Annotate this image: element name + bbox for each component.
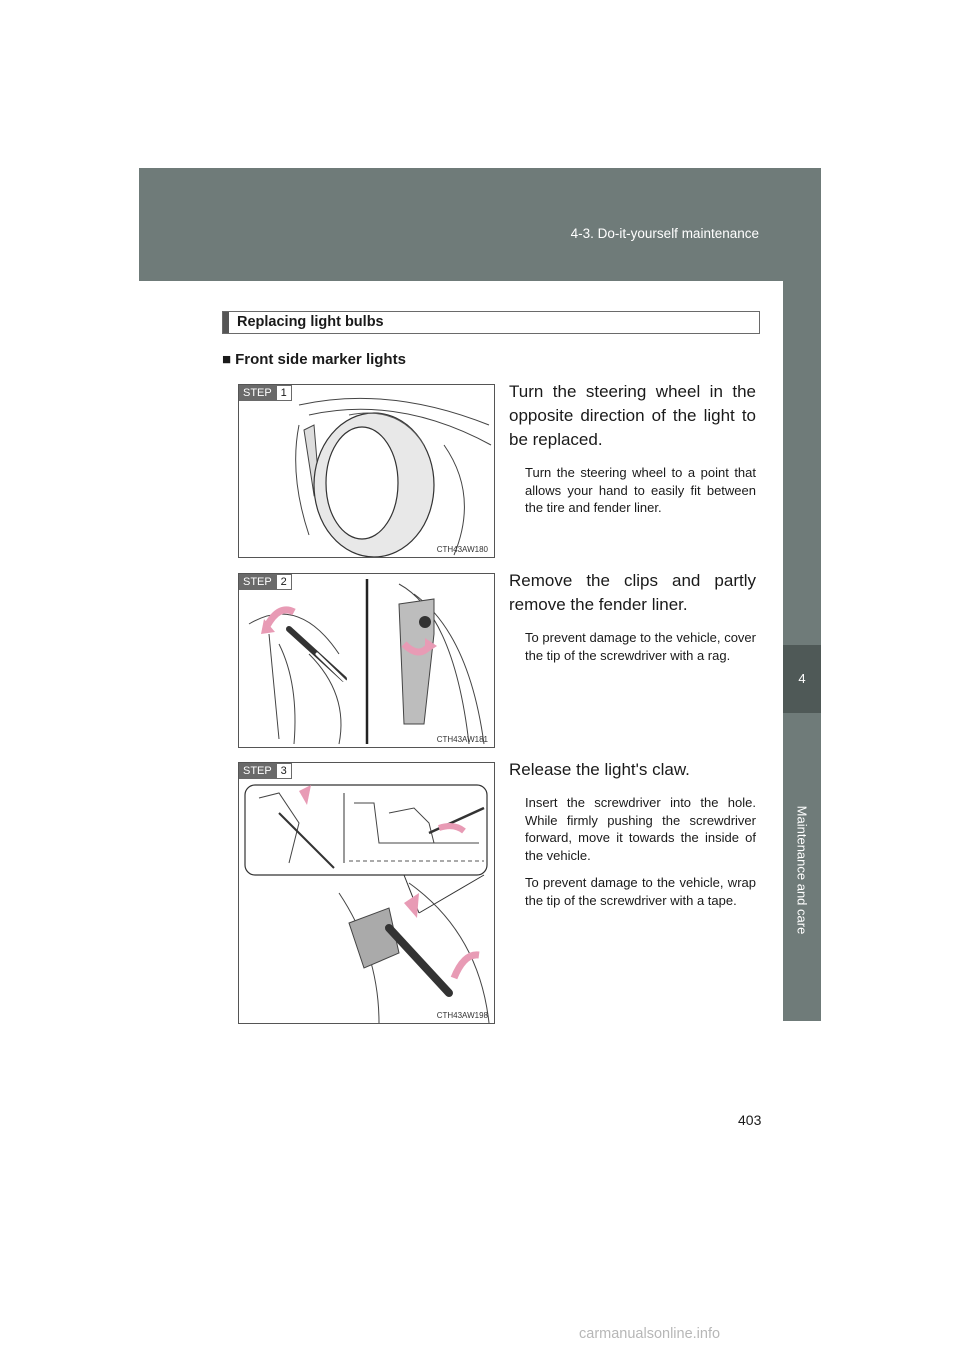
- step-3-figure: [238, 762, 495, 1024]
- step-number: 3: [276, 763, 292, 779]
- step-label: STEP: [239, 385, 276, 401]
- fender-liner-removal-illustration: [239, 574, 495, 748]
- step-note: Insert the screwdriver into the hole. While firmly pushing the screwdriver forward, move it towards the inside of the vehicle.: [525, 795, 756, 863]
- section-title: Replacing light bulbs: [237, 314, 384, 330]
- chapter-number-tab: 4: [783, 645, 821, 713]
- figure-code: CTH43AW181: [436, 735, 488, 744]
- step-3-text: [509, 758, 756, 909]
- step-note: To prevent damage to the vehicle, cover the tip of the screwdriver with a rag.: [525, 630, 756, 663]
- step-tag: [239, 574, 292, 590]
- step-1-text: [509, 380, 756, 517]
- subheading-text: Front side marker lights: [235, 351, 406, 368]
- step-tag: [239, 763, 292, 779]
- step-number: 2: [276, 574, 292, 590]
- light-claw-release-illustration: [239, 763, 495, 1024]
- step-number: 1: [276, 385, 292, 401]
- subheading: [222, 351, 406, 368]
- step-tag: [239, 385, 292, 401]
- header-section-title: 4-3. Do-it-yourself maintenance: [570, 226, 759, 241]
- section-title-bar: [222, 311, 760, 334]
- figure-code: CTH43AW180: [436, 545, 488, 554]
- step-1-figure: [238, 384, 495, 558]
- figure-code: CTH43AW198: [436, 1011, 488, 1020]
- step-label: STEP: [239, 763, 276, 779]
- watermark: carmanualsonline.info: [579, 1326, 721, 1342]
- step-note: Turn the steering wheel to a point that allows your hand to easily fit between the tire and fender liner.: [525, 465, 756, 515]
- step-main-instruction: Turn the steering wheel in the opposite direction of the light to be replaced.: [509, 382, 756, 449]
- step-label: STEP: [239, 574, 276, 590]
- step-2-figure: [238, 573, 495, 748]
- tire-turned-illustration: [239, 385, 495, 558]
- header-band: [139, 168, 821, 281]
- square-bullet-icon: ■: [222, 351, 232, 368]
- step-main-instruction: Remove the clips and partly remove the fender liner.: [509, 571, 756, 614]
- step-note: To prevent damage to the vehicle, wrap the tip of the screwdriver with a tape.: [525, 875, 756, 908]
- step-main-instruction: Release the light's claw.: [509, 760, 690, 779]
- page-number: 403: [738, 1112, 762, 1128]
- chapter-label: Maintenance and care: [794, 805, 810, 935]
- step-2-text: [509, 569, 756, 664]
